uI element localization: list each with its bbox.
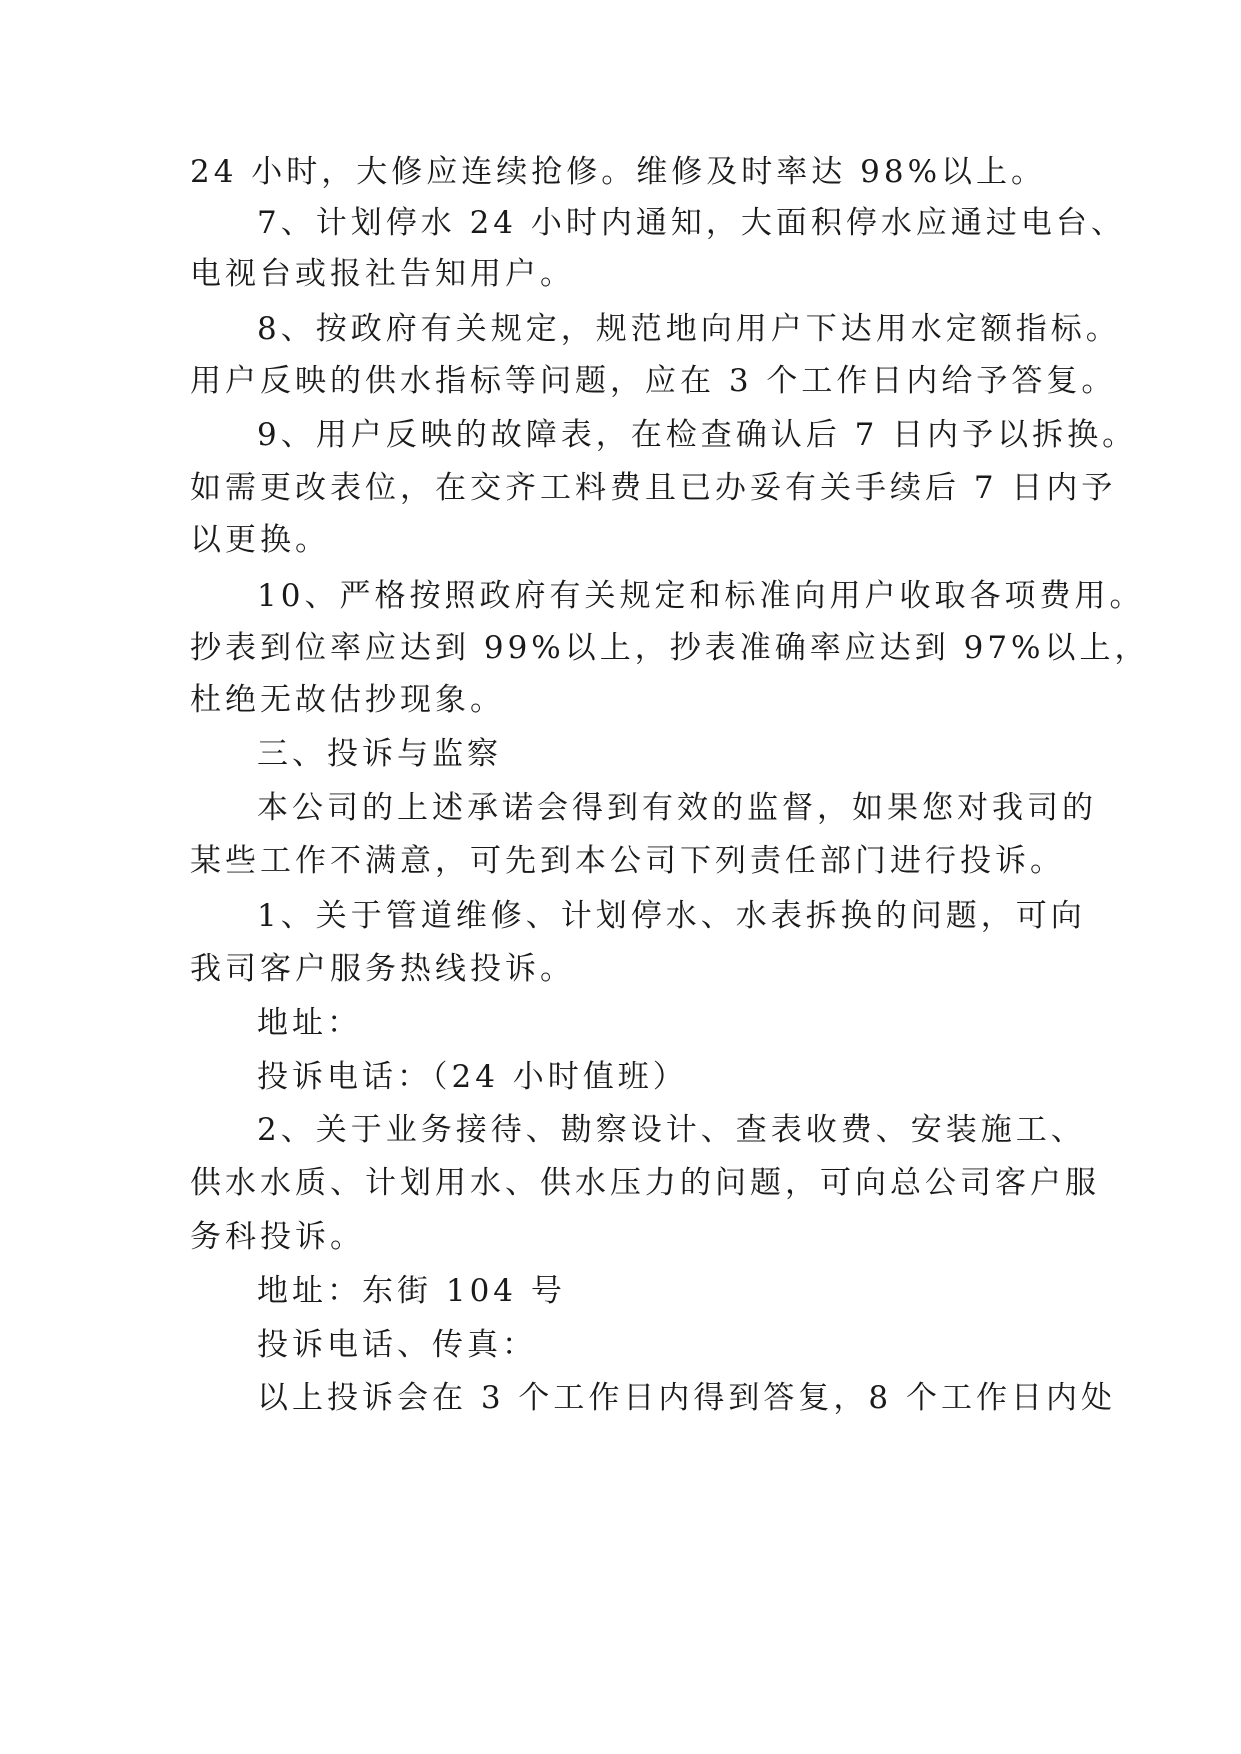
text-line: 2、关于业务接待、勘察设计、查表收费、安装施工、 (257, 1112, 1086, 1148)
address-label: 地址：东街 104 号 (257, 1273, 566, 1309)
section-heading: 三、投诉与监察 (257, 736, 502, 772)
text-line: 务科投诉。 (190, 1219, 365, 1255)
address-label: 地址： (257, 1005, 362, 1041)
text-line: 如需更改表位，在交齐工料费且已办妥有关手续后 7 日内予 (190, 470, 1117, 506)
text-line: 用户反映的供水指标等问题，应在 3 个工作日内给予答复。 (190, 363, 1117, 399)
text-line: 以更换。 (190, 522, 330, 558)
text-line: 8、按政府有关规定，规范地向用户下达用水定额指标。 (257, 311, 1121, 347)
text-line: 杜绝无故估抄现象。 (190, 682, 505, 718)
text-line: 供水水质、计划用水、供水压力的问题，可向总公司客户服 (190, 1165, 1100, 1201)
phone-label: 投诉电话：（24 小时值班） (257, 1059, 688, 1095)
text-line: 1、关于管道维修、计划停水、水表拆换的问题，可向 (257, 898, 1086, 934)
text-line: 抄表到位率应达到 99%以上，抄表准确率应达到 97%以上， (190, 630, 1150, 666)
text-line: 7、计划停水 24 小时内通知，大面积停水应通过电台、 (257, 205, 1126, 241)
text-line: 我司客户服务热线投诉。 (190, 951, 575, 987)
text-line: 本公司的上述承诺会得到有效的监督，如果您对我司的 (257, 790, 1097, 826)
text-line: 24 小时，大修应连续抢修。维修及时率达 98%以上。 (190, 154, 1047, 190)
phone-fax-label: 投诉电话、传真： (257, 1327, 537, 1363)
text-line: 电视台或报社告知用户。 (190, 256, 575, 292)
text-line: 10、严格按照政府有关规定和标准向用户收取各项费用。 (257, 578, 1145, 614)
text-line: 9、用户反映的故障表，在检查确认后 7 日内予以拆换。 (257, 417, 1138, 453)
text-line: 以上投诉会在 3 个工作日内得到答复，8 个工作日内处 (257, 1380, 1117, 1416)
text-line: 某些工作不满意，可先到本公司下列责任部门进行投诉。 (190, 843, 1065, 879)
